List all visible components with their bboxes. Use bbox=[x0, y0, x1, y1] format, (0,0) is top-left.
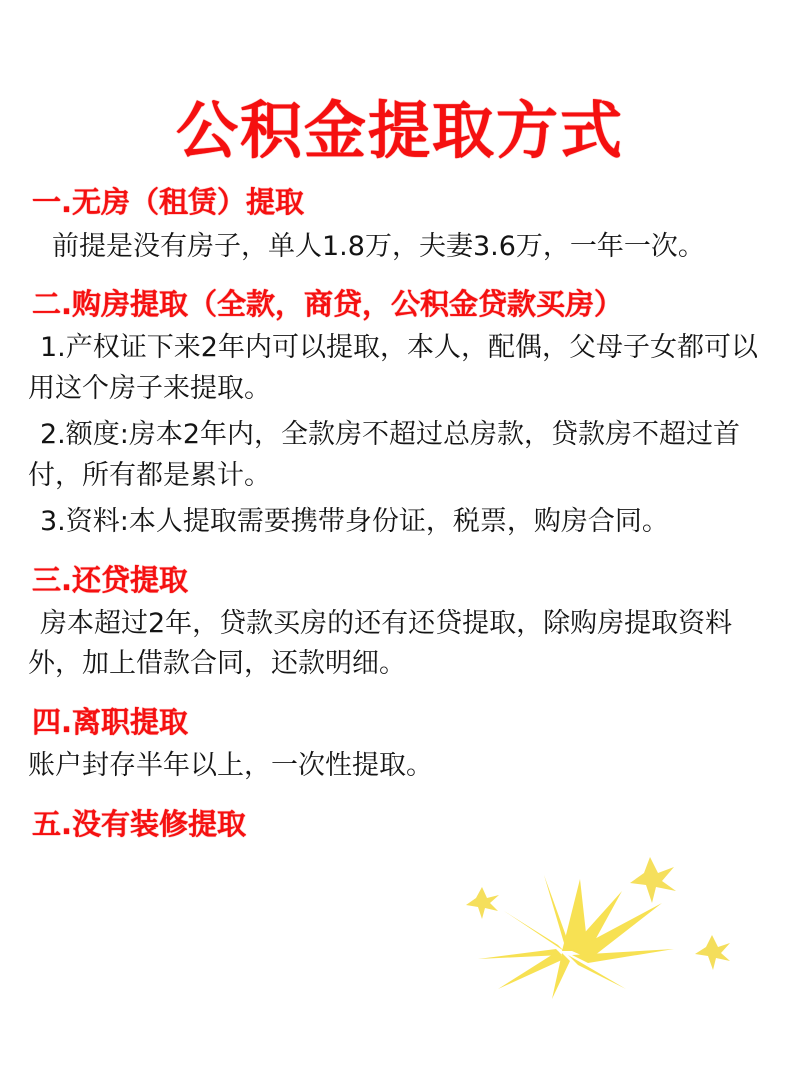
section-paragraph: 账户封存半年以上，一次性提取。 bbox=[28, 750, 433, 781]
section-heading: 一.无房（租赁）提取 bbox=[32, 185, 305, 220]
section-heading: 二.购房提取（全款，商贷，公积金贷款买房） bbox=[32, 287, 624, 322]
section-paragraph: 房本超过2年，贷款买房的还有还贷提取，除购房提取资料外，加上借款合同，还款明细。 bbox=[28, 607, 733, 680]
section-paragraph: 前提是没有房子，单人1.8万，夫妻3.6万，一年一次。 bbox=[52, 230, 705, 262]
section-heading: 五.没有装修提取 bbox=[32, 806, 247, 841]
section-heading: 四.离职提取 bbox=[32, 704, 189, 739]
section-heading: 三.还贷提取 bbox=[32, 562, 189, 597]
section-resignation bbox=[18, 703, 782, 787]
page-title: 公积金提取方式 bbox=[175, 94, 624, 167]
section-home-purchase bbox=[18, 285, 782, 543]
section-loan-repayment bbox=[18, 561, 782, 685]
section-no-house bbox=[18, 183, 782, 267]
section-paragraph: 3.资料:本人提取需要携带身份证，税票，购房合同。 bbox=[40, 506, 669, 538]
section-paragraph: 2.额度:房本2年内，全款房不超过总房款，贷款房不超过首付，所有都是累计。 bbox=[28, 419, 741, 491]
starburst-sparkle-icon bbox=[412, 839, 752, 1009]
section-no-renovation bbox=[18, 805, 782, 844]
section-paragraph: 1.产权证下来2年内可以提取，本人，配偶，父母子女都可以用这个房子来提取。 bbox=[28, 332, 758, 404]
